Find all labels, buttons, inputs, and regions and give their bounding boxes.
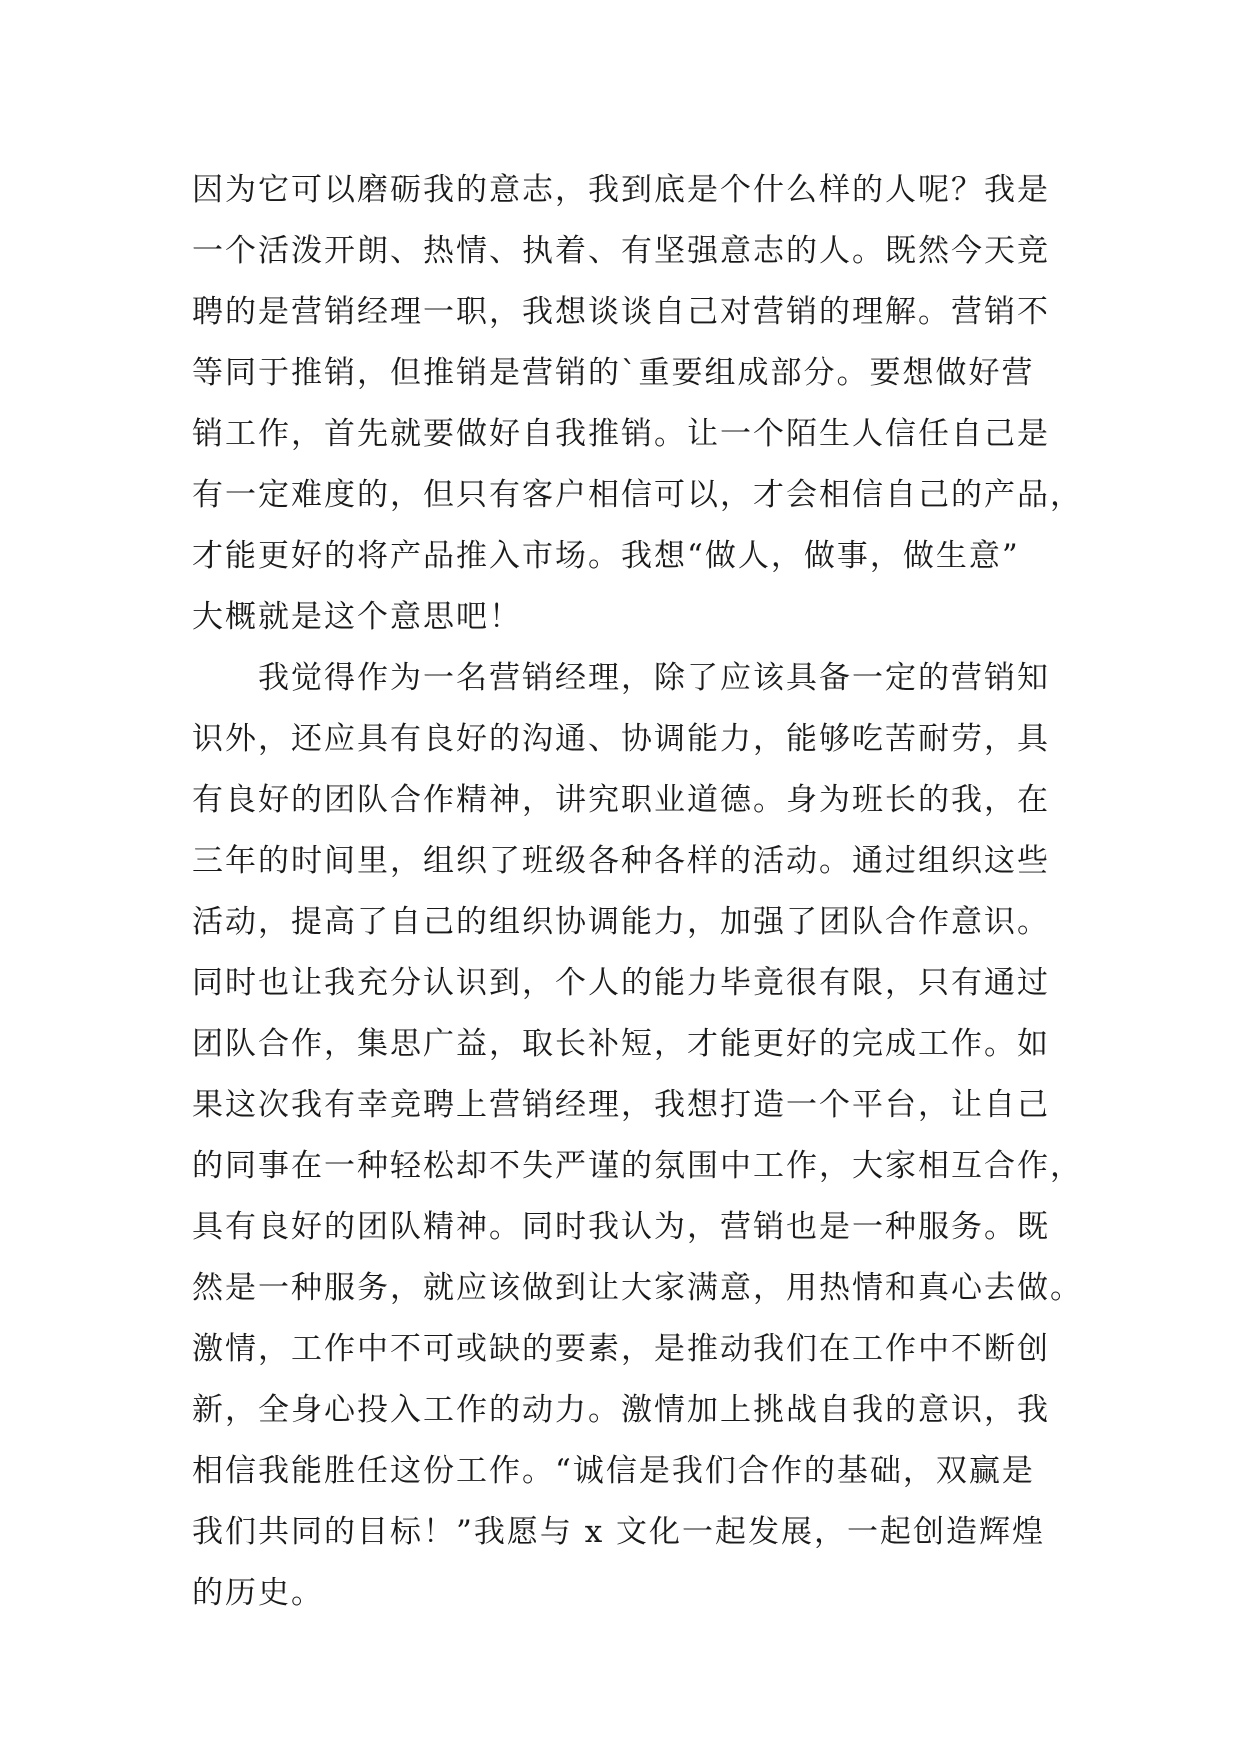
text-line: 有良好的团队合作精神，讲究职业道德。身为班长的我，在 [192, 782, 1050, 818]
text-line: 聘的是营销经理一职，我想谈谈自己对营销的理解。营销不 [192, 294, 1050, 330]
text-line: 的同事在一种轻松却不失严谨的氛围中工作，大家相互合作， [192, 1148, 1083, 1184]
text-line: 一个活泼开朗、热情、执着、有坚强意志的人。既然今天竞 [192, 233, 1050, 269]
text-line: 我们共同的目标！”我愿与 x 文化一起发展，一起创造辉煌 [192, 1514, 1046, 1550]
text-line: 同时也让我充分认识到，个人的能力毕竟很有限，只有通过 [192, 965, 1050, 1001]
text-line: 激情，工作中不可或缺的要素，是推动我们在工作中不断创 [192, 1331, 1050, 1367]
text-line: 活动，提高了自己的组织协调能力，加强了团队合作意识。 [192, 904, 1050, 940]
text-line: 然是一种服务，就应该做到让大家满意，用热情和真心去做。 [192, 1270, 1083, 1306]
text-line: 相信我能胜任这份工作。“诚信是我们合作的基础，双赢是 [192, 1453, 1035, 1489]
text-line: 才能更好的将产品推入市场。我想“做人，做事，做生意” [192, 538, 1020, 574]
text-line: 因为它可以磨砺我的意志，我到底是个什么样的人呢？我是 [192, 172, 1050, 208]
paragraph-start-line: 我觉得作为一名营销经理，除了应该具备一定的营销知 [192, 660, 1050, 696]
text-line: 三年的时间里，组织了班级各种各样的活动。通过组织这些 [192, 843, 1050, 879]
text-line: 具有良好的团队精神。同时我认为，营销也是一种服务。既 [192, 1209, 1050, 1245]
text-line: 团队合作，集思广益，取长补短，才能更好的完成工作。如 [192, 1026, 1050, 1062]
text-line: 有一定难度的，但只有客户相信可以，才会相信自己的产品， [192, 477, 1083, 513]
text-line: 销工作，首先就要做好自我推销。让一个陌生人信任自己是 [192, 416, 1050, 452]
text-line: 识外，还应具有良好的沟通、协调能力，能够吃苦耐劳，具 [192, 721, 1050, 757]
text-line: 新，全身心投入工作的动力。激情加上挑战自我的意识，我 [192, 1392, 1050, 1428]
text-line: 果这次我有幸竞聘上营销经理，我想打造一个平台，让自己 [192, 1087, 1050, 1123]
text-line: 大概就是这个意思吧！ [192, 599, 522, 635]
text-line: 等同于推销，但推销是营销的`重要组成部分。要想做好营 [192, 355, 1035, 391]
body-text [192, 160, 1083, 1624]
text-line: 的历史。 [192, 1575, 324, 1611]
